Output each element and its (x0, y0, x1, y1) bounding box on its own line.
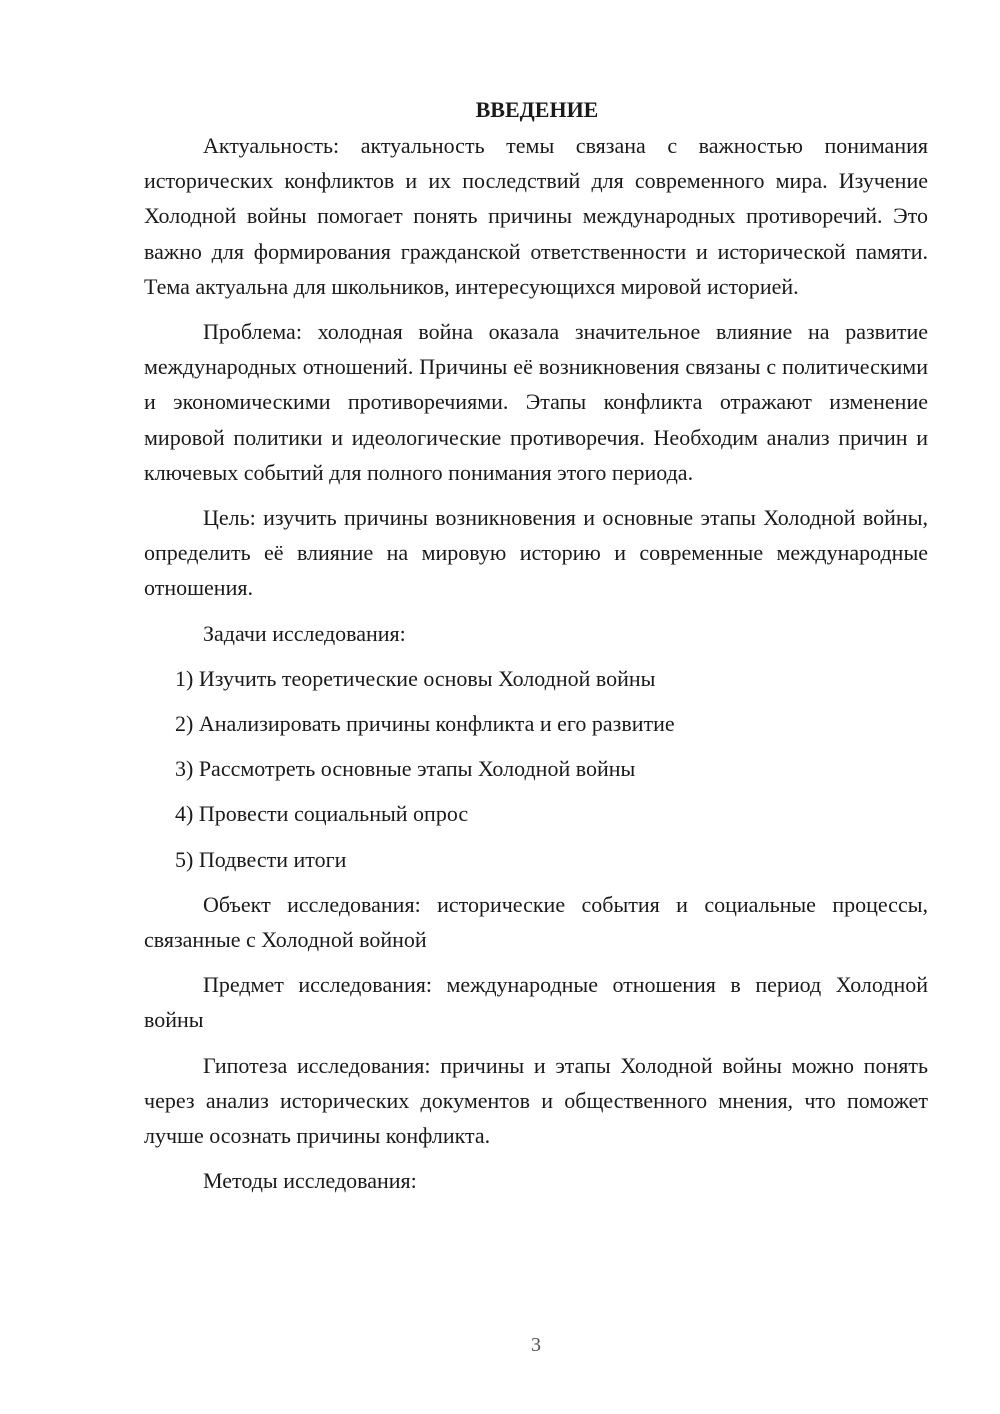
list-item: 2) Анализировать причины конфликта и его развитие (175, 711, 675, 737)
methods-title: Методы исследования: (203, 1168, 417, 1194)
page-number: 3 (531, 1334, 541, 1356)
list-item: 3) Рассмотреть основные этапы Холодной войны (175, 756, 636, 782)
list-item: 4) Провести социальный опрос (175, 801, 469, 827)
subject-paragraph: Предмет исследования: международные отношения в период Холодной войны (144, 972, 928, 1033)
section-heading: ВВЕДЕНИЕ (475, 97, 599, 122)
problem-paragraph: Проблема: холодная война оказала значительное влияние на развитие международных отношений. Причины её возникновения связаны с политическими и экономическими противоречиями. Этапы конфликта отражают изменение мировой политики и идеологические противоречия. Необходим анализ причин и ключевых событий для полного понимания этого периода. (144, 319, 928, 485)
hypothesis-paragraph: Гипотеза исследования: причины и этапы Холодной войны можно понять через анализ исторических документов и общественного мнения, что поможет лучше осознать причины конфликта. (144, 1052, 928, 1149)
tasks-list (144, 661, 928, 877)
list-item: 5) Подвести итоги (175, 846, 347, 872)
tasks-title: Задачи исследования: (203, 620, 406, 646)
goal-paragraph: Цель: изучить причины возникновения и основные этапы Холодной войны, определить её влияние на мировую историю и современные международные отношения. (144, 505, 928, 601)
relevance-paragraph: Актуальность: актуальность темы связана с важностью понимания исторических конфликтов и их последствий для современного мира. Изучение Холодной войны помогает понять причины международных противоречий. Это важно для формирования гражданской ответственности и исторической памяти. Тема актуальна для школьников, интересующихся мировой историей. (144, 133, 928, 299)
object-paragraph: Объект исследования: исторические события и социальные процессы, связанные с Холодной войной (144, 891, 928, 953)
list-item: 1) Изучить теоретические основы Холодной войны (175, 665, 656, 691)
page-content (144, 92, 928, 1208)
